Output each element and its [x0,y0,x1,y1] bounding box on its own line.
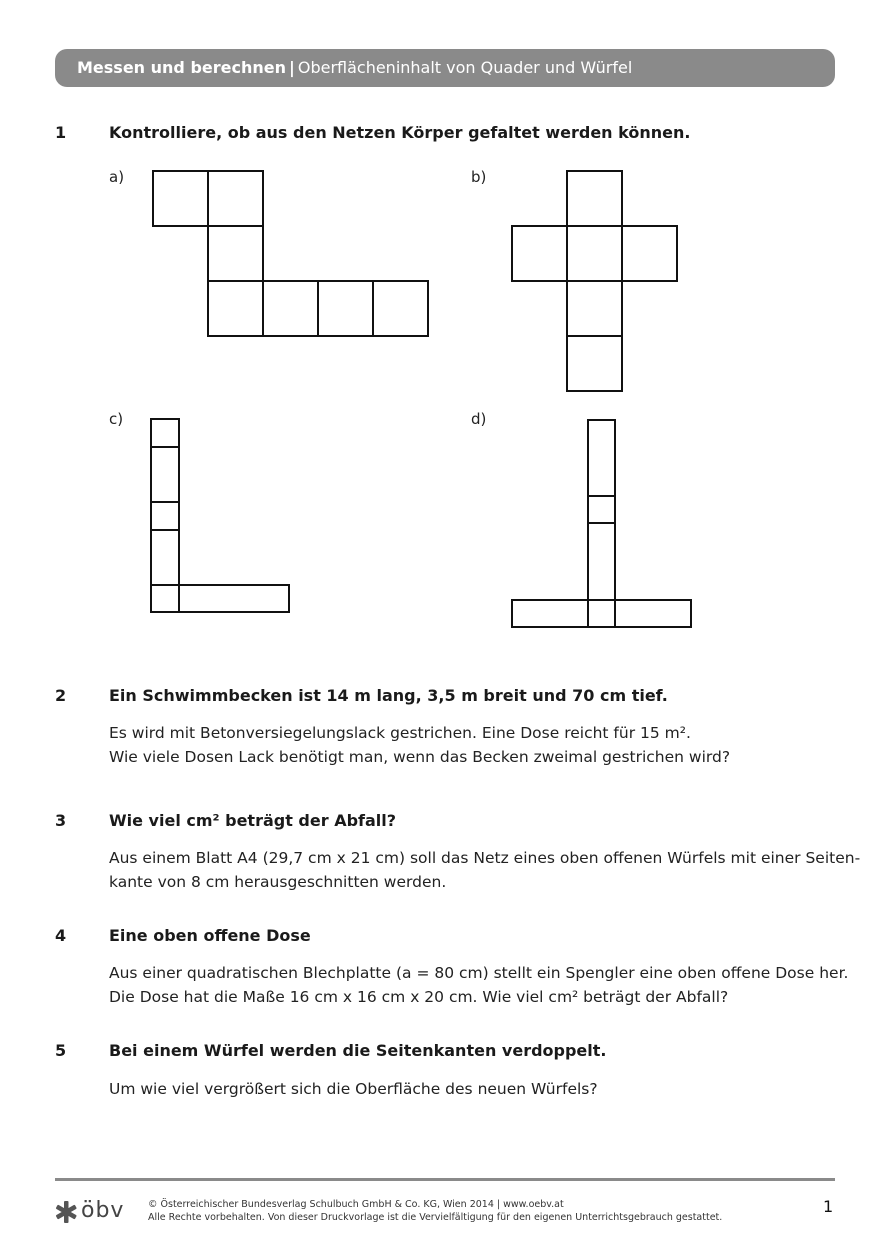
net-b-square [567,171,622,226]
net-b-figure [511,170,681,395]
net-c-figure [150,418,295,616]
header-subtopic: Oberflächeninhalt von Quader und Würfel [297,58,633,77]
net-d-face [588,420,615,496]
footer-copyright-block [148,1198,722,1224]
net-a-square [263,281,318,336]
net-d-face [588,600,615,627]
net-d-face [512,600,588,627]
task-3-number: 3 [55,811,67,830]
asterisk-icon [55,1200,77,1224]
publisher-logo [55,1198,130,1226]
task-2-number: 2 [55,686,67,705]
net-d-face [588,496,615,523]
logo-text: öbv [81,1198,125,1223]
net-b-square [622,226,677,281]
net-a-square [318,281,373,336]
header-bar [55,49,835,87]
net-a-square [373,281,428,336]
header-topic: Messen und berechnen [77,58,286,77]
task-5-text [109,1077,839,1101]
net-a-label: a) [109,168,125,186]
net-c-face [151,530,179,585]
task-4-line: Aus einer quadratischen Blechplatte (a = 80 cm) stellt ein Spengler eine oben offene Dose her. [109,964,849,982]
net-d-figure [511,419,696,631]
net-c-face [151,585,179,612]
task-5-title: Bei einem Würfel werden die Seitenkanten verdoppelt. [109,1041,607,1060]
task-3-line: Aus einem Blatt A4 (29,7 cm x 21 cm) soll das Netz eines oben offenen Würfels mit einer Seiten- [109,849,861,867]
net-d-label: d) [471,410,487,428]
net-b-label: b) [471,168,487,186]
task-4-line: Die Dose hat die Maße 16 cm x 16 cm x 20 cm. Wie viel cm² beträgt der Abfall? [109,988,729,1006]
header-separator: | [289,58,295,77]
net-b-square [567,226,622,281]
page-number: 1 [823,1197,834,1216]
net-a-square [153,171,208,226]
task-3-title: Wie viel cm² beträgt der Abfall? [109,811,397,830]
net-b-square [512,226,567,281]
net-a-square [208,171,263,226]
task-1-number: 1 [55,123,67,142]
task-4-text [109,961,849,1009]
net-d-face [615,600,691,627]
task-4-number: 4 [55,926,67,945]
net-b-square [567,336,622,391]
task-1-title: Kontrolliere, ob aus den Netzen Körper gefaltet werden können. [109,123,691,142]
task-4-title: Eine oben offene Dose [109,926,311,945]
task-2-title: Ein Schwimmbecken ist 14 m lang, 3,5 m breit und 70 cm tief. [109,686,668,705]
net-c-face [151,447,179,502]
net-a-square [208,226,263,281]
task-5-number: 5 [55,1041,67,1060]
task-2-line: Wie viele Dosen Lack benötigt man, wenn das Becken zweimal gestrichen wird? [109,748,731,766]
net-a-figure [152,170,432,340]
net-b-square [567,281,622,336]
net-c-face [151,502,179,530]
task-3-line: kante von 8 cm herausgeschnitten werden. [109,873,447,891]
footer-rights: Alle Rechte vorbehalten. Von dieser Druckvorlage ist die Vervielfältigung für den eigenen Unterrichtsgebrauch gestattet. [148,1212,723,1223]
footer-divider [55,1178,835,1181]
net-c-label: c) [109,410,124,428]
footer-copyright: © Österreichischer Bundesverlag Schulbuch GmbH & Co. KG, Wien 2014 | www.oebv.at [148,1199,564,1210]
task-3-text [109,846,861,894]
net-a-square [208,281,263,336]
net-d-face [588,523,615,600]
task-2-text [109,721,839,769]
net-c-face [179,585,289,612]
task-5-line: Um wie viel vergrößert sich die Oberfläche des neuen Würfels? [109,1080,598,1098]
net-c-face [151,419,179,447]
task-2-line: Es wird mit Betonversiegelungslack gestrichen. Eine Dose reicht für 15 m². [109,724,691,742]
